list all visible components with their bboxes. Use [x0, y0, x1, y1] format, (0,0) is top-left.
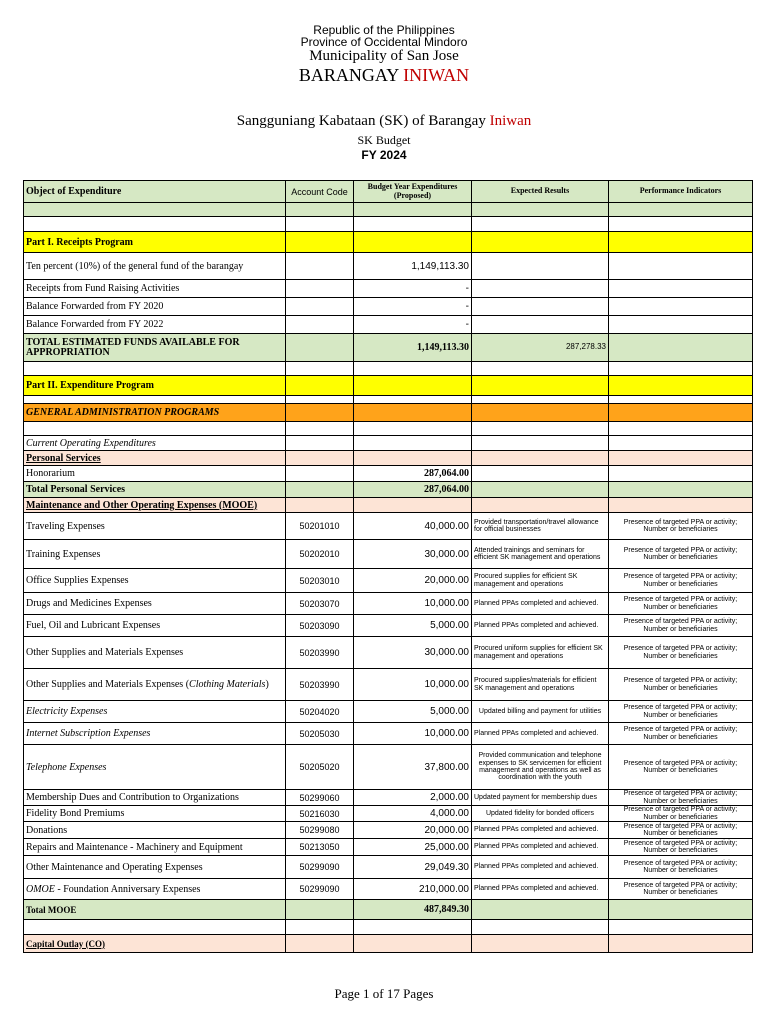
table-row — [24, 569, 753, 593]
expense-label: Drugs and Medicines Expenses — [24, 593, 286, 615]
budget-label: SK Budget — [357, 133, 411, 147]
expected-result: Procured supplies/materials for efficient SK management and operations — [472, 669, 609, 701]
account-code: 50203010 — [286, 569, 354, 593]
expense-amount: 10,000.00 — [354, 723, 472, 745]
table-row — [24, 637, 753, 669]
expense-label: Electricity Expenses — [24, 701, 286, 723]
performance-indicator: Presence of targeted PPA or activity; Number or beneficiaries — [609, 879, 753, 900]
expense-label: Fuel, Oil and Lubricant Expenses — [24, 615, 286, 637]
account-code: 50203090 — [286, 615, 354, 637]
gen-admin-row — [24, 404, 753, 422]
receipt-amount: - — [354, 280, 472, 298]
expense-label: Training Expenses — [24, 540, 286, 569]
mooe-title-row — [24, 498, 753, 513]
expected-result: Provided transportation/travel allowance for official businesses — [472, 513, 609, 540]
receipt-amount: 1,149,113.30 — [354, 253, 472, 280]
expected-result: Planned PPAs completed and achieved. — [472, 856, 609, 879]
expense-label-italic: Clothing Materials — [189, 679, 266, 690]
honorarium-amount: 287,064.00 — [354, 466, 472, 482]
account-code: 50205020 — [286, 745, 354, 790]
expense-label: Fidelity Bond Premiums — [24, 806, 286, 822]
expense-label: Internet Subscription Expenses — [24, 723, 286, 745]
expected-result: Planned PPAs completed and achieved. — [472, 879, 609, 900]
honorarium-row — [24, 466, 753, 482]
account-code: 50203070 — [286, 593, 354, 615]
expense-amount: 5,000.00 — [354, 701, 472, 723]
header-results: Expected Results — [472, 181, 609, 203]
expense-label — [24, 669, 286, 701]
account-code: 50203990 — [286, 669, 354, 701]
expected-result: Procured supplies for efficient SK management and operations — [472, 569, 609, 593]
performance-indicator: Presence of targeted PPA or activity; Number or beneficiaries — [609, 790, 753, 806]
account-code: 50202010 — [286, 540, 354, 569]
spacer-row — [24, 203, 753, 217]
performance-indicator: Presence of targeted PPA or activity; Number or beneficiaries — [609, 745, 753, 790]
part2-title: Part II. Expenditure Program — [24, 376, 286, 396]
receipt-label: Ten percent (10%) of the general fund of the barangay — [24, 253, 286, 280]
expense-label: Office Supplies Expenses — [24, 569, 286, 593]
account-code: 50299090 — [286, 856, 354, 879]
performance-indicator: Presence of targeted PPA or activity; Number or beneficiaries — [609, 701, 753, 723]
account-code: 50204020 — [286, 701, 354, 723]
table-row — [24, 669, 753, 701]
expected-result: Planned PPAs completed and achieved. — [472, 822, 609, 839]
performance-indicator: Presence of targeted PPA or activity; Number or beneficiaries — [609, 593, 753, 615]
expense-amount: 5,000.00 — [354, 615, 472, 637]
sk-title-name: Iniwan — [489, 113, 532, 129]
account-code: 50299080 — [286, 822, 354, 839]
expense-amount: 40,000.00 — [354, 513, 472, 540]
expense-label: Membership Dues and Contribution to Organizations — [24, 790, 286, 806]
expected-result: Planned PPAs completed and achieved. — [472, 839, 609, 856]
part2-row — [24, 376, 753, 396]
performance-indicator: Presence of targeted PPA or activity; Number or beneficiaries — [609, 839, 753, 856]
expected-result: Updated billing and payment for utilities — [472, 701, 609, 723]
total-mooe-amount: 487,849.30 — [354, 900, 472, 920]
account-code: 50299060 — [286, 790, 354, 806]
table-row — [24, 723, 753, 745]
expected-result: Updated fidelity for bonded officers — [472, 806, 609, 822]
table-row — [24, 298, 753, 316]
expected-result: Planned PPAs completed and achieved. — [472, 615, 609, 637]
table-row — [24, 615, 753, 637]
performance-indicator: Presence of targeted PPA or activity; Number or beneficiaries — [609, 637, 753, 669]
performance-indicator: Presence of targeted PPA or activity; Number or beneficiaries — [609, 540, 753, 569]
barangay-name: INIWAN — [403, 65, 470, 85]
receipt-amount: - — [354, 316, 472, 334]
total-ps-row — [24, 482, 753, 498]
table-row — [24, 856, 753, 879]
spacer-row — [24, 920, 753, 935]
total-funds-amount: 1,149,113.30 — [354, 334, 472, 362]
expense-amount: 30,000.00 — [354, 540, 472, 569]
table-row — [24, 316, 753, 334]
total-funds-label: TOTAL ESTIMATED FUNDS AVAILABLE FOR APPROPRIATION — [24, 334, 286, 362]
gen-admin-title: GENERAL ADMINISTRATION PROGRAMS — [24, 404, 286, 422]
expense-amount: 25,000.00 — [354, 839, 472, 856]
expense-amount: 10,000.00 — [354, 669, 472, 701]
part1-row — [24, 232, 753, 253]
expense-label: Telephone Expenses — [24, 745, 286, 790]
table-row — [24, 879, 753, 900]
expense-amount: 20,000.00 — [354, 569, 472, 593]
total-mooe-row — [24, 900, 753, 920]
municipality-line: Municipality of San Jose — [309, 48, 459, 64]
province-line: Province of Occidental Mindoro — [300, 35, 468, 49]
account-code: 50205030 — [286, 723, 354, 745]
spacer-row — [24, 396, 753, 404]
total-ps-amount: 287,064.00 — [354, 482, 472, 498]
total-ps-label: Total Personal Services — [24, 482, 286, 498]
expense-amount: 20,000.00 — [354, 822, 472, 839]
performance-indicator: Presence of targeted PPA or activity; Number or beneficiaries — [609, 513, 753, 540]
personal-services-row — [24, 451, 753, 466]
expense-label-rest: - Foundation Anniversary Expenses — [54, 883, 201, 895]
expense-amount: 30,000.00 — [354, 637, 472, 669]
table-row — [24, 280, 753, 298]
total-mooe-label: Total MOOE — [24, 900, 286, 920]
expense-label-main: Other Supplies and Materials Expenses ( — [26, 679, 190, 690]
table-row — [24, 540, 753, 569]
total-funds-row — [24, 334, 753, 362]
performance-indicator: Presence of targeted PPA or activity; Number or beneficiaries — [609, 723, 753, 745]
capital-outlay-row — [24, 935, 753, 953]
header-budget: Budget Year Expenditures (Proposed) — [354, 181, 472, 203]
table-row — [24, 745, 753, 790]
account-code: 50203990 — [286, 637, 354, 669]
fiscal-year: FY 2024 — [361, 148, 407, 162]
spacer-row — [24, 362, 753, 376]
page-number: Page 1 of 17 Pages — [334, 986, 434, 1001]
expense-label: Traveling Expenses — [24, 513, 286, 540]
table-row — [24, 513, 753, 540]
table-row — [24, 839, 753, 856]
expense-amount: 37,800.00 — [354, 745, 472, 790]
receipt-label: Balance Forwarded from FY 2022 — [24, 316, 286, 334]
expected-result: Procured uniform supplies for efficient SK management and operations — [472, 637, 609, 669]
expense-amount: 10,000.00 — [354, 593, 472, 615]
account-code: 50213050 — [286, 839, 354, 856]
expected-result: Planned PPAs completed and achieved. — [472, 723, 609, 745]
total-funds-extra: 287,278.33 — [472, 334, 609, 362]
account-code: 50216030 — [286, 806, 354, 822]
sk-title — [0, 114, 768, 129]
honorarium-label: Honorarium — [24, 466, 286, 482]
expense-label: Donations — [24, 822, 286, 839]
expected-result: Planned PPAs completed and achieved. — [472, 593, 609, 615]
current-opex-row — [24, 436, 753, 451]
expense-label: Repairs and Maintenance - Machinery and Equipment — [24, 839, 286, 856]
receipt-amount: - — [354, 298, 472, 316]
account-code: 50299090 — [286, 879, 354, 900]
performance-indicator: Presence of targeted PPA or activity; Number or beneficiaries — [609, 856, 753, 879]
header-object: Object of Expenditure — [24, 181, 286, 203]
expense-amount: 4,000.00 — [354, 806, 472, 822]
table-row — [24, 822, 753, 839]
table-row — [24, 253, 753, 280]
spacer-row — [24, 422, 753, 436]
table-row — [24, 790, 753, 806]
barangay-prefix: BARANGAY — [298, 65, 399, 85]
current-opex-label: Current Operating Expenditures — [24, 436, 286, 451]
expense-label: Other Maintenance and Operating Expenses — [24, 856, 286, 879]
sk-title-prefix: Sangguniang Kabataan (SK) of Barangay — [236, 113, 486, 129]
receipt-label: Receipts from Fund Raising Activities — [24, 280, 286, 298]
table-row — [24, 701, 753, 723]
expected-result: Attended trainings and seminars for efficient SK management and operations — [472, 540, 609, 569]
performance-indicator: Presence of targeted PPA or activity; Number or beneficiaries — [609, 806, 753, 822]
part1-title: Part I. Receipts Program — [24, 232, 286, 253]
account-code: 50201010 — [286, 513, 354, 540]
personal-services-label: Personal Services — [24, 451, 286, 466]
header-indicators: Performance Indicators — [609, 181, 753, 203]
expected-result: Provided communication and telephone expenses to SK servicemen for efficient management and operations as well as coordination with the youth — [472, 745, 609, 790]
expense-amount: 2,000.00 — [354, 790, 472, 806]
performance-indicator: Presence of targeted PPA or activity; Number or beneficiaries — [609, 615, 753, 637]
capital-outlay-label: Capital Outlay (CO) — [24, 935, 286, 953]
performance-indicator: Presence of targeted PPA or activity; Number or beneficiaries — [609, 822, 753, 839]
budget-table — [23, 180, 753, 953]
table-row — [24, 593, 753, 615]
spacer-row — [24, 217, 753, 232]
expense-label — [24, 879, 286, 900]
expense-amount: 29,049.30 — [354, 856, 472, 879]
republic-line: Republic of the Philippines — [313, 23, 455, 37]
expense-amount: 210,000.00 — [354, 879, 472, 900]
performance-indicator: Presence of targeted PPA or activity; Number or beneficiaries — [609, 669, 753, 701]
header-account: Account Code — [286, 181, 354, 203]
mooe-title: Maintenance and Other Operating Expenses (MOOE) — [24, 498, 286, 513]
expected-result: Updated payment for membership dues — [472, 790, 609, 806]
expense-label-italic: OMOE — [26, 883, 55, 895]
table-row — [24, 806, 753, 822]
expense-label: Other Supplies and Materials Expenses — [24, 637, 286, 669]
table-header-row — [24, 181, 753, 203]
barangay-line — [0, 66, 768, 84]
receipt-label: Balance Forwarded from FY 2020 — [24, 298, 286, 316]
expense-label-end: ) — [265, 679, 269, 690]
performance-indicator: Presence of targeted PPA or activity; Number or beneficiaries — [609, 569, 753, 593]
